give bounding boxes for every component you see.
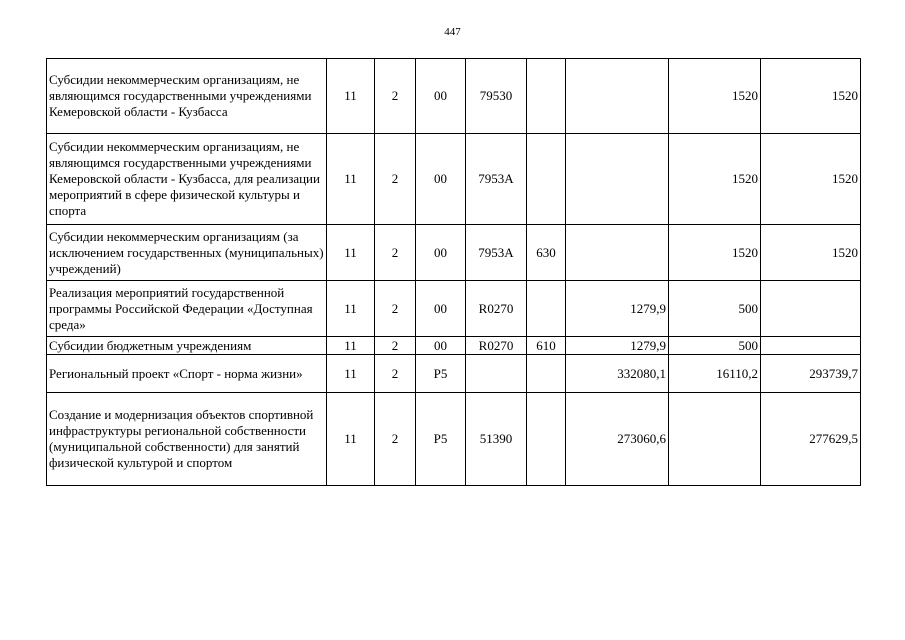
amount-year-2: 1520 [669, 134, 761, 225]
row-name: Субсидии некоммерческим организациям, не являющимся государственными учреждениями Кемеровской области - Кузбасса [47, 59, 327, 134]
section-code: 11 [327, 281, 375, 337]
expense-type-code: 630 [527, 225, 566, 281]
program-code: 00 [416, 281, 466, 337]
expense-type-code [527, 281, 566, 337]
section-code: 11 [327, 355, 375, 393]
target-code: 51390 [466, 393, 527, 486]
table-row [47, 59, 861, 134]
amount-year-1: 1279,9 [566, 281, 669, 337]
expense-type-code: 610 [527, 337, 566, 355]
program-code: 00 [416, 134, 466, 225]
row-name: Субсидии бюджетным учреждениям [47, 337, 327, 355]
row-name: Субсидии некоммерческим организациям (за исключением государственных (муниципальных) учреждений) [47, 225, 327, 281]
row-name: Реализация мероприятий государственной программы Российской Федерации «Доступная среда» [47, 281, 327, 337]
page-number: 447 [444, 26, 461, 38]
expense-type-code [527, 393, 566, 486]
subsection-code: 2 [375, 281, 416, 337]
row-name: Субсидии некоммерческим организациям, не являющимся государственными учреждениями Кемеровской области - Кузбасса, для реализации мероприятий в сфере физической культуры и спорта [47, 134, 327, 225]
subsection-code: 2 [375, 355, 416, 393]
amount-year-3: 1520 [761, 59, 861, 134]
expense-type-code [527, 355, 566, 393]
amount-year-1 [566, 225, 669, 281]
amount-year-2: 1520 [669, 225, 761, 281]
amount-year-3 [761, 337, 861, 355]
amount-year-2 [669, 393, 761, 486]
amount-year-3: 277629,5 [761, 393, 861, 486]
amount-year-1: 332080,1 [566, 355, 669, 393]
target-code: 79530 [466, 59, 527, 134]
row-name: Создание и модернизация объектов спортивной инфраструктуры региональной собственности (муниципальной собственности) для занятий физической культурой и спортом [47, 393, 327, 486]
amount-year-1: 273060,6 [566, 393, 669, 486]
amount-year-3: 1520 [761, 225, 861, 281]
amount-year-2: 1520 [669, 59, 761, 134]
amount-year-2: 500 [669, 281, 761, 337]
amount-year-3 [761, 281, 861, 337]
table-row [47, 393, 861, 486]
expense-type-code [527, 134, 566, 225]
section-code: 11 [327, 393, 375, 486]
subsection-code: 2 [375, 337, 416, 355]
expense-type-code [527, 59, 566, 134]
table-row [47, 281, 861, 337]
target-code: 7953А [466, 134, 527, 225]
subsection-code: 2 [375, 59, 416, 134]
target-code: 7953А [466, 225, 527, 281]
budget-table [46, 58, 861, 486]
subsection-code: 2 [375, 134, 416, 225]
amount-year-3: 293739,7 [761, 355, 861, 393]
program-code: P5 [416, 355, 466, 393]
amount-year-2: 500 [669, 337, 761, 355]
target-code: R0270 [466, 337, 527, 355]
section-code: 11 [327, 337, 375, 355]
amount-year-1 [566, 59, 669, 134]
target-code: R0270 [466, 281, 527, 337]
table-row [47, 337, 861, 355]
target-code [466, 355, 527, 393]
section-code: 11 [327, 59, 375, 134]
table-row [47, 355, 861, 393]
section-code: 11 [327, 134, 375, 225]
table-row [47, 225, 861, 281]
amount-year-1 [566, 134, 669, 225]
amount-year-1: 1279,9 [566, 337, 669, 355]
subsection-code: 2 [375, 393, 416, 486]
section-code: 11 [327, 225, 375, 281]
program-code: P5 [416, 393, 466, 486]
program-code: 00 [416, 337, 466, 355]
table-row [47, 134, 861, 225]
subsection-code: 2 [375, 225, 416, 281]
amount-year-2: 16110,2 [669, 355, 761, 393]
amount-year-3: 1520 [761, 134, 861, 225]
program-code: 00 [416, 59, 466, 134]
row-name: Региональный проект «Спорт - норма жизни» [47, 355, 327, 393]
program-code: 00 [416, 225, 466, 281]
